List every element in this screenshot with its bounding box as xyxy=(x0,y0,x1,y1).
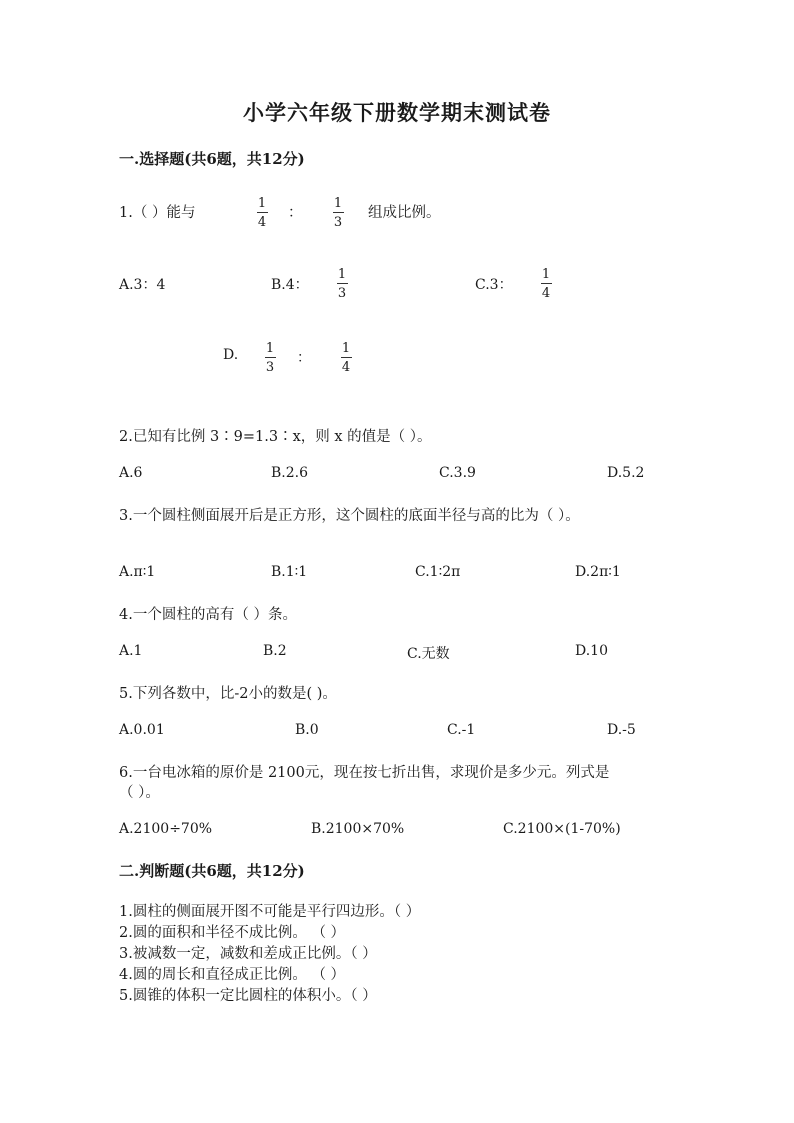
option-d: D.5.2 xyxy=(607,465,645,481)
option-a: A.1 xyxy=(119,643,143,659)
option-d-colon: ： xyxy=(297,350,311,366)
option-a: A.0.01 xyxy=(119,722,165,738)
option-c-fraction: 1 4 xyxy=(541,267,551,301)
option-d-fraction-2: 1 4 xyxy=(341,341,351,375)
option-d: D.-5 xyxy=(607,722,636,738)
question-5: 5.下列各数中，比-2小的数是( )。 xyxy=(119,686,337,702)
option-b: B.2.6 xyxy=(271,465,309,481)
option-d: D. xyxy=(223,347,239,363)
page-title: 小学六年级下册数学期末测试卷 xyxy=(243,100,551,125)
judgement-item: 5.圆锥的体积一定比圆柱的体积小。（ ） xyxy=(119,988,377,1004)
ratio-colon: ： xyxy=(288,205,303,221)
option-d: D.2π∶1 xyxy=(575,564,621,580)
option-c: C.-1 xyxy=(447,722,476,738)
option-a: A.π∶1 xyxy=(119,564,156,580)
section-heading-choice: 一.选择题(共6题，共12分) xyxy=(119,150,305,168)
question-3: 3.一个圆柱侧面展开后是正方形，这个圆柱的底面半径与高的比为（ ）。 xyxy=(119,508,580,524)
option-a: A.3：4 xyxy=(119,277,166,293)
option-a: A.6 xyxy=(119,465,143,481)
question-4: 4.一个圆柱的高有（ ）条。 xyxy=(119,607,297,623)
option-a: A.2100÷70% xyxy=(119,821,213,837)
option-c: C.无数 xyxy=(407,646,450,662)
option-c: C.1∶2π xyxy=(415,564,461,580)
option-d: D.10 xyxy=(575,643,608,659)
question-1-suffix: 组成比例。 xyxy=(368,205,441,221)
question-1-prefix: 1.（ ）能与 xyxy=(119,205,196,221)
question-6-line-2: （ ）。 xyxy=(119,785,160,801)
option-c: C.2100×(1-70%) xyxy=(503,821,621,837)
option-b: B.0 xyxy=(295,722,319,738)
fraction-1-3 xyxy=(331,197,345,229)
judgement-item: 3.被减数一定，减数和差成正比例。（ ） xyxy=(119,946,377,962)
judgement-item: 1.圆柱的侧面展开图不可能是平行四边形。（ ） xyxy=(119,904,421,920)
judgement-item: 4.圆的周长和直径成正比例。 （ ） xyxy=(119,967,346,983)
option-b-fraction: 1 3 xyxy=(337,267,347,301)
option-b: B.1∶1 xyxy=(271,564,308,580)
question-2: 2.已知有比例 3∶9=1.3∶x，则 x 的值是（ ）。 xyxy=(119,429,432,445)
fraction-numerator: 1 xyxy=(257,196,267,211)
option-c: C.3.9 xyxy=(439,465,476,481)
fraction-1-4 xyxy=(255,197,269,229)
question-6-line-1: 6.一台电冰箱的原价是 2100元，现在按七折出售，求现价是多少元。列式是 xyxy=(119,765,610,781)
option-b: B.4： xyxy=(271,277,309,293)
fraction-denominator: 3 xyxy=(333,215,343,230)
judgement-item: 2.圆的面积和半径不成比例。 （ ） xyxy=(119,925,346,941)
option-c: C.3： xyxy=(475,277,513,293)
section-heading-judgement: 二.判断题(共6题，共12分) xyxy=(119,862,305,880)
option-b: B.2100×70% xyxy=(311,821,405,837)
option-d-fraction-1: 1 3 xyxy=(265,341,275,375)
fraction-denominator: 4 xyxy=(257,215,267,230)
option-b: B.2 xyxy=(263,643,287,659)
fraction-numerator: 1 xyxy=(333,196,343,211)
